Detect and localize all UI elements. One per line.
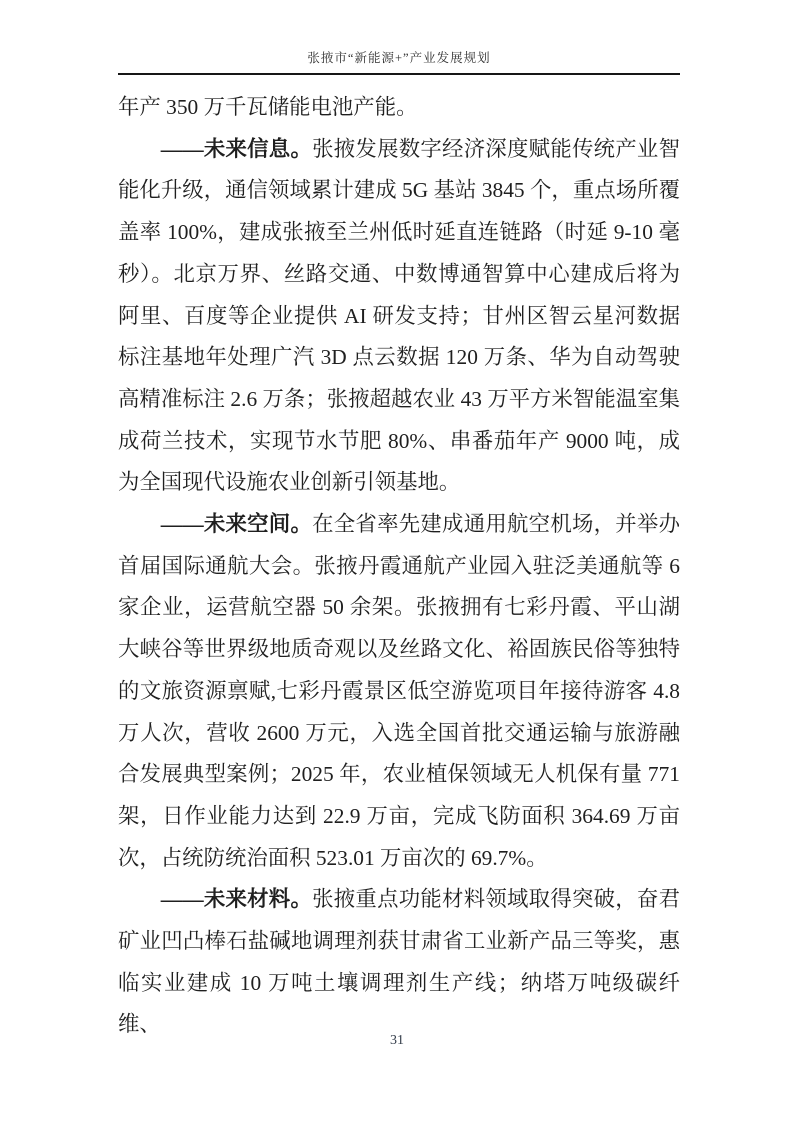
page-footer — [0, 1033, 794, 1049]
page-header — [118, 48, 680, 75]
paragraph-future-space — [118, 504, 680, 879]
paragraph-lead: ——未来空间。 — [160, 512, 313, 537]
paragraph-lead: ——未来信息。 — [160, 136, 313, 161]
paragraph-lead: ——未来材料。 — [160, 887, 313, 912]
paragraph-text: 张掖发展数字经济深度赋能传统产业智能化升级，通信领域累计建成 5G 基站 3845 个，重点场所覆盖率 100%，建成张掖至兰州低时延直连链路（时延 9-10 毫秒）。北京万界、丝路交通、中数博通智算中心建成后将为阿里、百度等企业提供 AI 研发支持；甘州区智云星河数据标注基地年处理广汽 3D 点云数据 120 万条、华为自动驾驶高精准标注 2.6 万条；张掖超越农业 43 万平方米智能温室集成荷兰技术，实现节水节肥 80%、串番茄年产 9000 吨，成为全国现代设施农业创新引领基地。 — [118, 136, 680, 495]
page-number: 31 — [390, 1033, 404, 1048]
paragraph-future-materials — [118, 879, 680, 1046]
document-body — [118, 87, 680, 1046]
header-title: 张掖市“新能源+”产业发展规划 — [307, 51, 491, 65]
paragraph-text: 张掖重点功能材料领域取得突破，奋君矿业凹凸棒石盐碱地调理剂获甘肃省工业新产品三等奖，惠临实业建成 10 万吨土壤调理剂生产线；纳塔万吨级碳纤维、 — [118, 887, 680, 1037]
paragraph-text: 在全省率先建成通用航空机场，并举办首届国际通航大会。张掖丹霞通航产业园入驻泛美通航等 6 家企业，运营航空器 50 余架。张掖拥有七彩丹霞、平山湖大峡谷等世界级地质奇观以及丝路文化、裕固族民俗等独特的文旅资源禀赋,七彩丹霞景区低空游览项目年接待游客 4.8 万人次，营收 2600 万元，入选全国首批交通运输与旅游融合发展典型案例；2025 年，农业植保领域无人机保有量 771 架，日作业能力达到 22.9 万亩，完成飞防面积 364.69 万亩次，占统防统治面积 523.01 万亩次的 69.7%。 — [118, 512, 680, 870]
paragraph-future-information — [118, 129, 680, 504]
paragraph-continuation — [118, 87, 680, 129]
paragraph-text: 年产 350 万千瓦储能电池产能。 — [118, 95, 418, 119]
